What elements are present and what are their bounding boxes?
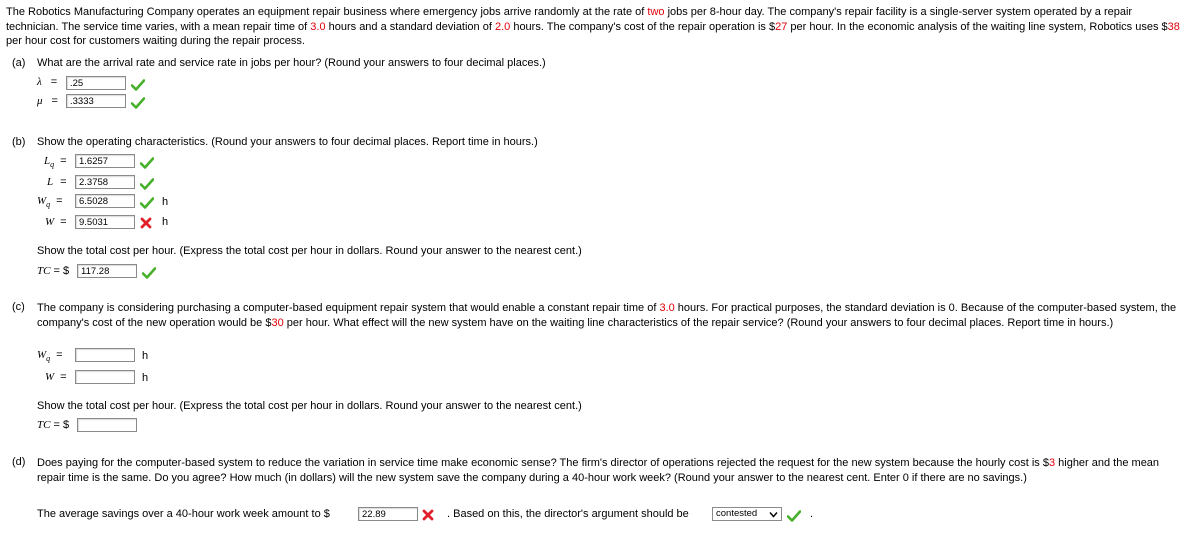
director-argument-select[interactable] — [712, 507, 782, 521]
std-dev-value: 2.0 — [494, 20, 511, 33]
mu-label: μ = — [37, 95, 58, 107]
higher-cost-value: 3 — [1048, 457, 1056, 469]
w-unit: h — [162, 216, 169, 228]
part-b-question: Show the operating characteristics. (Round your answers to four decimal places. Report time in hours.) — [37, 136, 538, 148]
chevron-down-icon — [769, 510, 778, 519]
lq-input[interactable] — [75, 154, 135, 168]
arrival-rate-word: two — [647, 6, 665, 18]
savings-incorrect-x-icon — [422, 509, 434, 521]
part-a-question: What are the arrival rate and service rate in jobs per hour? (Round your answers to four decimal places.) — [37, 57, 546, 69]
part-b-cost-question: Show the total cost per hour. (Express the total cost per hour in dollars. Round your answer to the nearest cent.) — [37, 245, 582, 257]
mu-input[interactable] — [66, 94, 126, 108]
based-on-text: . Based on this, the director's argument should be — [447, 508, 689, 520]
problem-statement: The Robotics Manufacturing Company operates an equipment repair business where emergency jobs arrive randomly at the rate of two jobs per 8-hour day. The company's repair facility is a single-server system operated by a repair technician. The service time varies, with a mean repair time of 3.0 hours and a standard deviation of 2.0 hours. The company's cost of the repair operation is $27 per hour. In the economic analysis of the waiting line system, Robotics uses $38 per hour cost for customers waiting during the repair process. — [6, 6, 1180, 47]
lambda-label: λ = — [37, 76, 58, 88]
lq-correct-check-icon — [140, 157, 154, 169]
part-a-letter: (a) — [12, 57, 26, 69]
wq-input[interactable] — [75, 194, 135, 208]
wq-unit: h — [162, 196, 169, 208]
wq-label: $W_q$ = — [37, 195, 63, 209]
part-c-question: The company is considering purchasing a computer-based equipment repair system that would enable a constant repair time of 3.0 hours. For practical purposes, the standard deviation is 0. Because of the computer-based system, the company's cost of the new operation would be $30 per hour. What effect will the new system have on the waiting line characteristics of the repair service? (Round your answers to four decimal places. Report time in hours.) — [37, 302, 1177, 329]
w-input[interactable] — [75, 215, 135, 229]
mean-repair-value: 3.0 — [310, 20, 326, 33]
part-c-cost-question: Show the total cost per hour. (Express the total cost per hour in dollars. Round your answer to the nearest cent.) — [37, 400, 582, 412]
w-incorrect-x-icon — [140, 217, 152, 229]
new-operation-cost-value: 30 — [271, 316, 284, 329]
mu-correct-check-icon — [131, 97, 145, 109]
part-b-tc-label: TC = $ — [37, 265, 70, 277]
l-input[interactable] — [75, 175, 135, 189]
tc-correct-check-icon — [142, 267, 156, 279]
lambda-correct-check-icon — [131, 79, 145, 91]
lq-label: $L_q$ = — [44, 155, 67, 169]
savings-input[interactable] — [358, 507, 418, 521]
w-label: W = — [45, 216, 67, 228]
part-d-question: Does paying for the computer-based system to reduce the variation in service time make economic sense? The firm's director of operations rejected the request for the new system because the hourly cost is $3 higher and the mean repair time is the same. Do you agree? How much (in dollars) will the new system save the company during a 40-hour work week? (Round your answer to the nearest cent. Enter 0 if there are no savings.) — [37, 457, 1160, 484]
lambda-input[interactable] — [66, 76, 126, 90]
part-b-tc-input[interactable] — [77, 264, 137, 278]
part-c-tc-label: TC = $ — [37, 419, 70, 431]
part-c-tc-input[interactable] — [77, 418, 137, 432]
part-d-letter: (d) — [12, 456, 26, 468]
end-period: . — [810, 508, 814, 520]
c-w-input[interactable] — [75, 370, 135, 384]
director-argument-selected: contested — [716, 508, 758, 519]
part-c-letter: (c) — [12, 301, 25, 313]
savings-prefix: The average savings over a 40-hour work week amount to $ — [37, 508, 330, 520]
argument-correct-check-icon — [787, 510, 801, 522]
waiting-cost-value: 38 — [1167, 20, 1180, 33]
c-wq-label: $W_q$ = — [37, 349, 63, 363]
operation-cost-value: 27 — [775, 20, 788, 33]
c-wq-input[interactable] — [75, 348, 135, 362]
c-w-unit: h — [142, 372, 149, 384]
l-label: L = — [47, 176, 67, 188]
c-w-label: W = — [45, 371, 67, 383]
c-wq-unit: h — [142, 350, 149, 362]
wq-correct-check-icon — [140, 197, 154, 209]
l-correct-check-icon — [140, 178, 154, 190]
part-b-letter: (b) — [12, 136, 26, 148]
constant-repair-time-value: 3.0 — [659, 302, 675, 314]
